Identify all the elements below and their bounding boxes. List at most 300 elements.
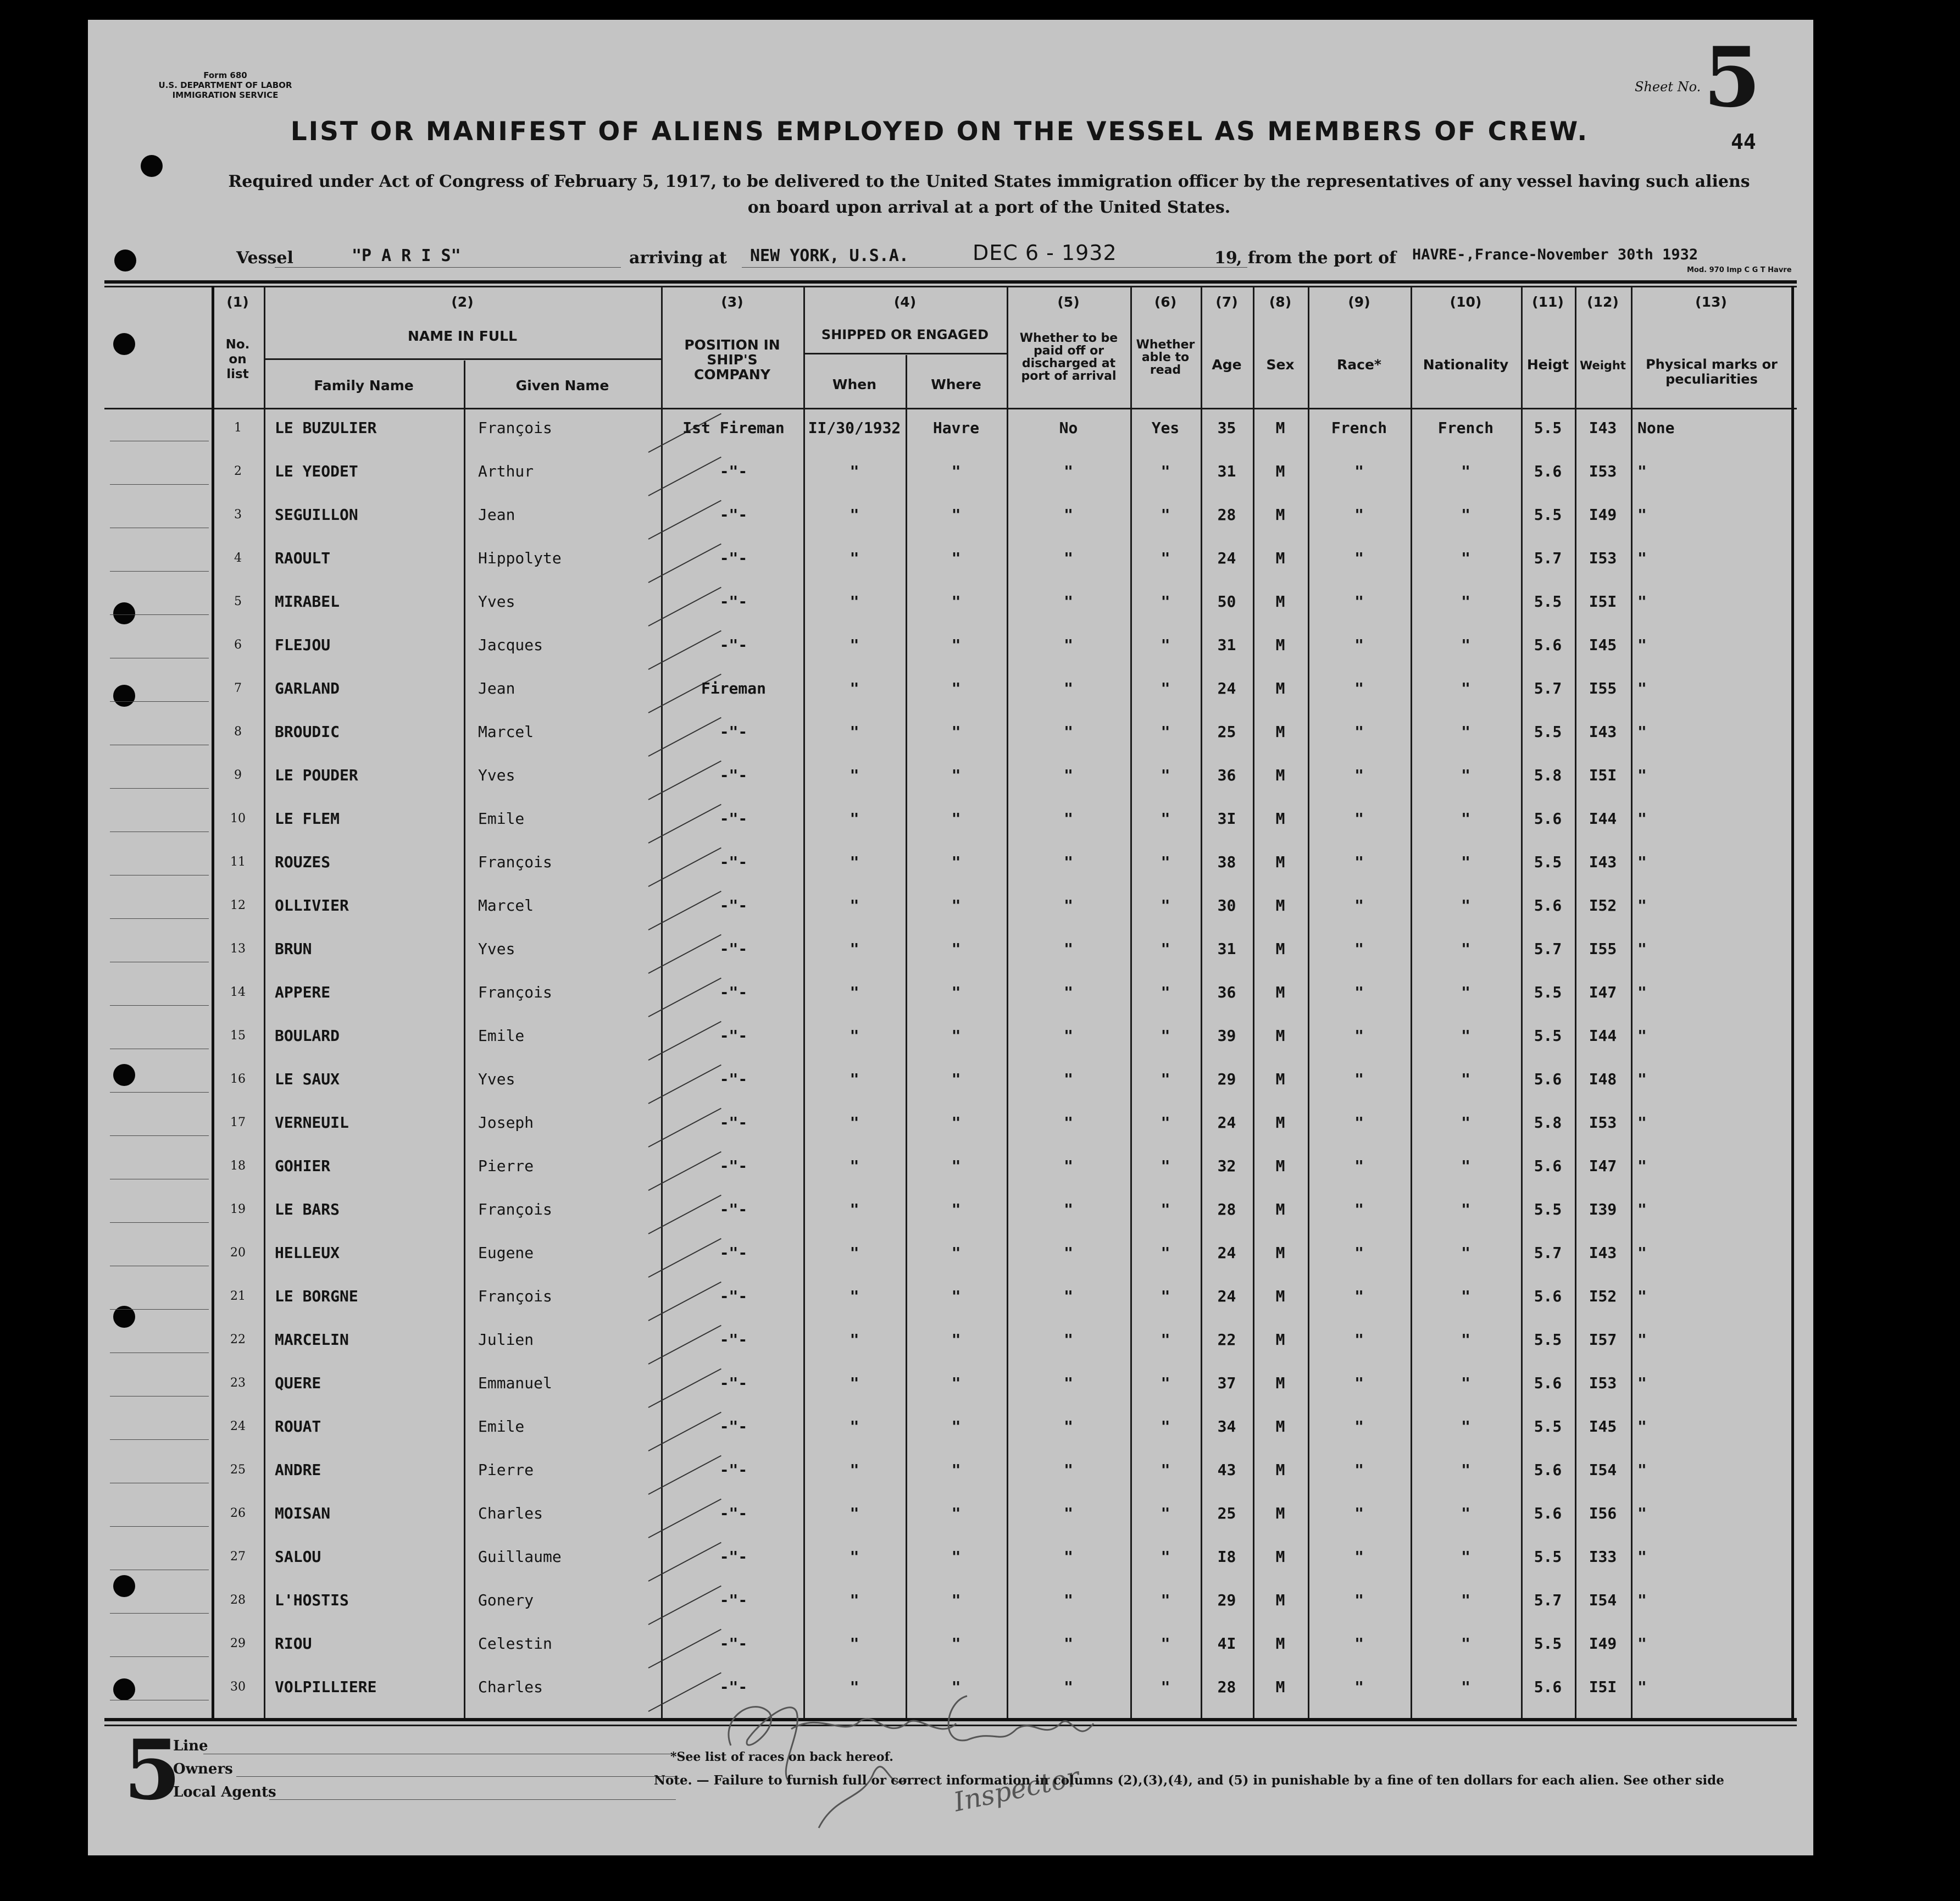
cell-nationality: " [1461, 1244, 1470, 1262]
cell-given-name: Pierre [478, 1461, 534, 1479]
cell-physical-marks: " [1637, 1504, 1647, 1522]
cell-weight: I5I [1589, 1678, 1617, 1696]
cell-row-number: 20 [230, 1246, 246, 1260]
cell-sex: M [1275, 1417, 1285, 1436]
cell-able-to-read: " [1161, 1374, 1170, 1392]
cell-family-name: APPERE [275, 983, 331, 1001]
cell-position: -"- [719, 462, 748, 480]
cell-physical-marks: " [1637, 636, 1647, 654]
col10-label: Nationality [1423, 357, 1509, 373]
col5-label: Whether to be paid off or discharged at port of arrival [1019, 331, 1118, 383]
cell-physical-marks: " [1637, 1027, 1647, 1045]
cell-row-number: 24 [230, 1420, 246, 1433]
cell-given-name: Gonery [478, 1591, 534, 1609]
col1-label: No. on list [225, 337, 250, 381]
cell-able-to-read: " [1161, 1678, 1170, 1696]
cell-where: " [951, 940, 961, 958]
punch-hole [113, 333, 135, 355]
cell-paid-off: " [1064, 1548, 1073, 1566]
cell-nationality: " [1461, 940, 1470, 958]
cell-weight: I53 [1589, 1113, 1617, 1132]
cell-nationality: " [1461, 1287, 1470, 1305]
cell-race: " [1354, 1027, 1364, 1045]
subtitle-line-1: Required under Act of Congress of February 5, 1917, to be delivered to the United States immigration officer by the representatives of any vessel having such aliens [228, 172, 1750, 191]
form-info [143, 70, 308, 100]
cell-physical-marks: " [1637, 592, 1647, 611]
cell-sex: M [1275, 419, 1285, 437]
cell-when: " [849, 636, 859, 654]
cell-family-name: MOISAN [275, 1504, 331, 1522]
cell-physical-marks: " [1637, 1591, 1647, 1609]
cell-position: -"- [719, 896, 748, 915]
cell-race: " [1354, 810, 1364, 828]
cell-able-to-read: " [1161, 940, 1170, 958]
cell-nationality: " [1461, 1417, 1470, 1436]
cell-height: 5.5 [1534, 723, 1562, 741]
cell-able-to-read: " [1161, 1113, 1170, 1132]
cell-given-name: Arthur [478, 462, 534, 480]
cell-paid-off: " [1064, 940, 1073, 958]
cell-race: " [1354, 462, 1364, 480]
cell-position: -"- [719, 1070, 748, 1088]
subtitle-line-2: on board upon arrival at a port of the United States. [747, 198, 1231, 217]
arrival-port: NEW YORK, U.S.A. [750, 246, 909, 265]
cell-where: " [951, 853, 961, 871]
cell-age: 24 [1217, 1113, 1236, 1132]
cell-weight: I45 [1589, 636, 1617, 654]
col9-label: Race* [1337, 357, 1381, 373]
cell-given-name: Yves [478, 1070, 515, 1088]
col8-label: Sex [1266, 357, 1295, 373]
cell-age: 31 [1217, 940, 1236, 958]
cell-nationality: " [1461, 896, 1470, 915]
cell-row-number: 26 [230, 1506, 246, 1520]
cell-race: " [1354, 1244, 1364, 1262]
cell-when: " [849, 1244, 859, 1262]
cell-when: " [849, 1504, 859, 1522]
cell-race: " [1354, 1678, 1364, 1696]
cell-when: " [849, 1157, 859, 1175]
cell-sex: M [1275, 462, 1285, 480]
col12-label: Weight [1580, 359, 1626, 372]
cell-given-name: Charles [478, 1678, 543, 1696]
cell-race: " [1354, 1548, 1364, 1566]
cell-where: " [951, 1591, 961, 1609]
col2-num: (2) [451, 294, 474, 310]
cell-able-to-read: " [1161, 896, 1170, 915]
cell-able-to-read: " [1161, 1157, 1170, 1175]
cell-physical-marks: " [1637, 853, 1647, 871]
cell-given-name: François [478, 1287, 552, 1305]
cell-race: " [1354, 983, 1364, 1001]
cell-sex: M [1275, 723, 1285, 741]
cell-when: " [849, 853, 859, 871]
cell-weight: I56 [1589, 1504, 1617, 1522]
cell-position: -"- [719, 1244, 748, 1262]
cell-given-name: Jean [478, 506, 515, 524]
cell-age: 29 [1217, 1070, 1236, 1088]
cell-age: 28 [1217, 1200, 1236, 1218]
cell-family-name: RIOU [275, 1634, 312, 1653]
cell-sex: M [1275, 940, 1285, 958]
cell-sex: M [1275, 1548, 1285, 1566]
cell-age: 25 [1217, 723, 1236, 741]
cell-height: 5.5 [1534, 1331, 1562, 1349]
cell-height: 5.5 [1534, 1417, 1562, 1436]
col9-num: (9) [1348, 294, 1370, 310]
cell-weight: I52 [1589, 1287, 1617, 1305]
cell-given-name: Jean [478, 679, 515, 697]
cell-where: " [951, 549, 961, 567]
manifest-sheet [88, 20, 1813, 1855]
cell-where: " [951, 1244, 961, 1262]
cell-nationality: " [1461, 1157, 1470, 1175]
cell-nationality: " [1461, 766, 1470, 784]
cell-nationality: " [1461, 853, 1470, 871]
cell-age: 28 [1217, 506, 1236, 524]
cell-sex: M [1275, 1678, 1285, 1696]
cell-able-to-read: " [1161, 853, 1170, 871]
cell-height: 5.7 [1534, 1244, 1562, 1262]
cell-weight: I47 [1589, 1157, 1617, 1175]
cell-position: -"- [719, 810, 748, 828]
cell-physical-marks: " [1637, 1200, 1647, 1218]
cell-age: 36 [1217, 766, 1236, 784]
cell-when: " [849, 1070, 859, 1088]
arriving-label: arriving at [629, 248, 727, 268]
cell-position: Ist Fireman [682, 419, 785, 437]
cell-where: " [951, 1504, 961, 1522]
cell-sex: M [1275, 1374, 1285, 1392]
col4-when: When [832, 376, 877, 392]
cell-family-name: VERNEUIL [275, 1113, 349, 1132]
cell-position: -"- [719, 940, 748, 958]
cell-able-to-read: " [1161, 1287, 1170, 1305]
cell-paid-off: " [1064, 1113, 1073, 1132]
cell-height: 5.6 [1534, 462, 1562, 480]
cell-height: 5.6 [1534, 1157, 1562, 1175]
cell-paid-off: " [1064, 983, 1073, 1001]
cell-physical-marks: " [1637, 1157, 1647, 1175]
punch-hole [113, 1575, 135, 1597]
cell-age: 22 [1217, 1331, 1236, 1349]
cell-able-to-read: " [1161, 636, 1170, 654]
cell-paid-off: " [1064, 1591, 1073, 1609]
cell-nationality: " [1461, 1374, 1470, 1392]
cell-paid-off: " [1064, 462, 1073, 480]
cell-when: " [849, 679, 859, 697]
cell-height: 5.6 [1534, 1504, 1562, 1522]
cell-row-number: 4 [234, 551, 242, 565]
cell-row-number: 22 [230, 1333, 246, 1346]
col7-label: Age [1212, 357, 1242, 373]
cell-family-name: OLLIVIER [275, 896, 349, 915]
cell-row-number: 16 [230, 1072, 246, 1086]
cell-race: " [1354, 1157, 1364, 1175]
cell-given-name: Charles [478, 1504, 543, 1522]
cell-able-to-read: " [1161, 1331, 1170, 1349]
cell-paid-off: " [1064, 1157, 1073, 1175]
cell-nationality: " [1461, 1070, 1470, 1088]
cell-given-name: Yves [478, 592, 515, 611]
cell-race: " [1354, 1461, 1364, 1479]
cell-nationality: " [1461, 1200, 1470, 1218]
cell-paid-off: " [1064, 766, 1073, 784]
cell-row-number: 12 [230, 899, 246, 912]
cell-given-name: Julien [478, 1331, 534, 1349]
cell-where: " [951, 1461, 961, 1479]
cell-height: 5.7 [1534, 1591, 1562, 1609]
cell-age: I8 [1217, 1548, 1236, 1566]
cell-age: 35 [1217, 419, 1236, 437]
cell-where: " [951, 896, 961, 915]
cell-when: " [849, 1374, 859, 1392]
cell-weight: I44 [1589, 810, 1617, 828]
cell-family-name: LE BUZULIER [275, 419, 377, 437]
cell-sex: M [1275, 1113, 1285, 1132]
cell-family-name: BRUN [275, 940, 312, 958]
cell-weight: I43 [1589, 1244, 1617, 1262]
cell-nationality: " [1461, 1113, 1470, 1132]
sheet-number: 5 [1703, 29, 1761, 126]
cell-weight: I53 [1589, 549, 1617, 567]
cell-physical-marks: " [1637, 1548, 1647, 1566]
cell-where: " [951, 1113, 961, 1132]
cell-family-name: SALOU [275, 1548, 321, 1566]
cell-paid-off: " [1064, 1504, 1073, 1522]
cell-family-name: LE BORGNE [275, 1287, 358, 1305]
cell-age: 29 [1217, 1591, 1236, 1609]
cell-row-number: 28 [230, 1593, 246, 1607]
cell-nationality: " [1461, 506, 1470, 524]
cell-position: -"- [719, 1548, 748, 1566]
cell-family-name: ANDRE [275, 1461, 321, 1479]
cell-able-to-read: " [1161, 810, 1170, 828]
cell-family-name: MIRABEL [275, 592, 340, 611]
cell-race: " [1354, 896, 1364, 915]
cell-given-name: François [478, 1200, 552, 1218]
punch-hole [113, 1064, 135, 1086]
cell-sex: M [1275, 1070, 1285, 1088]
cell-race: " [1354, 592, 1364, 611]
cell-row-number: 13 [230, 942, 246, 956]
cell-nationality: " [1461, 1591, 1470, 1609]
cell-position: -"- [719, 1591, 748, 1609]
cell-row-number: 2 [234, 464, 242, 478]
cell-position: -"- [719, 1374, 748, 1392]
cell-where: " [951, 1157, 961, 1175]
cell-weight: I54 [1589, 1591, 1617, 1609]
cell-physical-marks: " [1637, 810, 1647, 828]
penalty-note: Note. — Failure to furnish full or correct information in columns (2),(3),(4), and (5) in punishable by a fine of ten dollars for each alien. See other side [654, 1773, 1724, 1788]
cell-age: 37 [1217, 1374, 1236, 1392]
cell-paid-off: " [1064, 1634, 1073, 1653]
sheet-no-label: Sheet No. [1635, 79, 1701, 95]
cell-weight: I47 [1589, 983, 1617, 1001]
cell-weight: I55 [1589, 940, 1617, 958]
cell-position: -"- [719, 1417, 748, 1436]
cell-able-to-read: " [1161, 679, 1170, 697]
cell-nationality: " [1461, 1461, 1470, 1479]
cell-row-number: 14 [230, 985, 246, 999]
cell-able-to-read: " [1161, 1027, 1170, 1045]
cell-paid-off: " [1064, 592, 1073, 611]
cell-weight: I49 [1589, 506, 1617, 524]
cell-family-name: BROUDIC [275, 723, 340, 741]
col4-num: (4) [893, 294, 917, 310]
col4-label: SHIPPED OR ENGAGED [821, 327, 989, 342]
cell-row-number: 11 [230, 855, 246, 869]
cell-where: " [951, 1374, 961, 1392]
cell-age: 43 [1217, 1461, 1236, 1479]
cell-age: 39 [1217, 1027, 1236, 1045]
cell-where: " [951, 1548, 961, 1566]
cell-when: " [849, 940, 859, 958]
cell-paid-off: " [1064, 1287, 1073, 1305]
cell-physical-marks: " [1637, 940, 1647, 958]
col2-given: Given Name [515, 378, 609, 393]
cell-physical-marks: " [1637, 1374, 1647, 1392]
cell-age: 38 [1217, 853, 1236, 871]
cell-race: " [1354, 1070, 1364, 1088]
cell-weight: I45 [1589, 1417, 1617, 1436]
cell-weight: I54 [1589, 1461, 1617, 1479]
cell-able-to-read: " [1161, 766, 1170, 784]
cell-height: 5.7 [1534, 679, 1562, 697]
cell-nationality: " [1461, 810, 1470, 828]
cell-able-to-read: " [1161, 1548, 1170, 1566]
cell-weight: I49 [1589, 1634, 1617, 1653]
cell-paid-off: " [1064, 636, 1073, 654]
cell-paid-off: " [1064, 549, 1073, 567]
cell-when: " [849, 896, 859, 915]
cell-weight: I53 [1589, 462, 1617, 480]
cell-position: -"- [719, 1461, 748, 1479]
cell-race: " [1354, 1634, 1364, 1653]
cell-physical-marks: " [1637, 549, 1647, 567]
cell-family-name: ROUAT [275, 1417, 321, 1436]
cell-row-number: 9 [234, 768, 242, 782]
cell-able-to-read: " [1161, 549, 1170, 567]
date-stamp: DEC 6 - 1932 [973, 241, 1117, 265]
cell-family-name: LE SAUX [275, 1070, 340, 1088]
cell-race: " [1354, 1331, 1364, 1349]
cell-age: 24 [1217, 1287, 1236, 1305]
cell-paid-off: " [1064, 679, 1073, 697]
cell-height: 5.5 [1534, 1200, 1562, 1218]
cell-given-name: Marcel [478, 723, 534, 741]
cell-age: 31 [1217, 462, 1236, 480]
cell-position: -"- [719, 1504, 748, 1522]
cell-when: " [849, 592, 859, 611]
cell-height: 5.6 [1534, 896, 1562, 915]
cell-able-to-read: " [1161, 1070, 1170, 1088]
cell-where: " [951, 679, 961, 697]
cell-physical-marks: " [1637, 679, 1647, 697]
cell-row-number: 19 [230, 1202, 246, 1216]
col12-num: (12) [1587, 294, 1619, 310]
col7-num: (7) [1215, 294, 1238, 310]
cell-nationality: " [1461, 983, 1470, 1001]
cell-when: " [849, 1548, 859, 1566]
cell-where: " [951, 766, 961, 784]
cell-family-name: L'HOSTIS [275, 1591, 349, 1609]
cell-height: 5.6 [1534, 810, 1562, 828]
cell-nationality: " [1461, 462, 1470, 480]
cell-row-number: 17 [230, 1116, 246, 1129]
cell-able-to-read: " [1161, 1591, 1170, 1609]
cell-age: 36 [1217, 983, 1236, 1001]
col5-num: (5) [1057, 294, 1080, 310]
cell-position: -"- [719, 1678, 748, 1696]
cell-age: 3I [1217, 810, 1236, 828]
cell-row-number: 3 [234, 508, 242, 522]
cell-height: 5.8 [1534, 1113, 1562, 1132]
page-title: LIST OR MANIFEST OF ALIENS EMPLOYED ON THE VESSEL AS MEMBERS OF CREW. [290, 117, 1589, 147]
cell-able-to-read: " [1161, 1200, 1170, 1218]
cell-family-name: LE BARS [275, 1200, 340, 1218]
cell-family-name: RAOULT [275, 549, 331, 567]
col8-num: (8) [1269, 294, 1292, 310]
cell-weight: I5I [1589, 592, 1617, 611]
cell-family-name: LE FLEM [275, 810, 340, 828]
cell-where: Havre [932, 419, 980, 437]
cell-able-to-read: " [1161, 723, 1170, 741]
cell-weight: I5I [1589, 766, 1617, 784]
cell-sex: M [1275, 1157, 1285, 1175]
cell-where: " [951, 636, 961, 654]
cell-family-name: FLEJOU [275, 636, 331, 654]
cell-row-number: 21 [230, 1289, 246, 1303]
cell-where: " [951, 1634, 961, 1653]
cell-when: " [849, 1027, 859, 1045]
cell-given-name: Yves [478, 940, 515, 958]
cell-physical-marks: " [1637, 1070, 1647, 1088]
cell-when: " [849, 1678, 859, 1696]
cell-sex: M [1275, 506, 1285, 524]
col11-num: (11) [1532, 294, 1564, 310]
cell-family-name: SEGUILLON [275, 506, 358, 524]
sheet-side-number: 44 [1731, 130, 1756, 154]
cell-where: " [951, 1678, 961, 1696]
cell-position: -"- [719, 983, 748, 1001]
cell-position: -"- [719, 1634, 748, 1653]
cell-age: 4I [1217, 1634, 1236, 1653]
cell-family-name: BOULARD [275, 1027, 340, 1045]
cell-nationality: French [1437, 419, 1494, 437]
signature-title: Inspector [951, 1761, 1082, 1818]
cell-paid-off: " [1064, 1461, 1073, 1479]
cell-physical-marks: " [1637, 1244, 1647, 1262]
cell-position: -"- [719, 1113, 748, 1132]
cell-paid-off: " [1064, 1244, 1073, 1262]
cell-physical-marks: None [1637, 419, 1675, 437]
cell-able-to-read: " [1161, 1244, 1170, 1262]
cell-physical-marks: " [1637, 1634, 1647, 1653]
cell-age: 32 [1217, 1157, 1236, 1175]
cell-when: II/30/1932 [808, 419, 901, 437]
cell-given-name: François [478, 983, 552, 1001]
cell-physical-marks: " [1637, 462, 1647, 480]
year-label: 19 [1214, 248, 1237, 268]
cell-height: 5.5 [1534, 592, 1562, 611]
cell-when: " [849, 1591, 859, 1609]
cell-where: " [951, 810, 961, 828]
cell-height: 5.8 [1534, 766, 1562, 784]
cell-when: " [849, 1461, 859, 1479]
cell-race: French [1331, 419, 1387, 437]
cell-position: -"- [719, 1157, 748, 1175]
